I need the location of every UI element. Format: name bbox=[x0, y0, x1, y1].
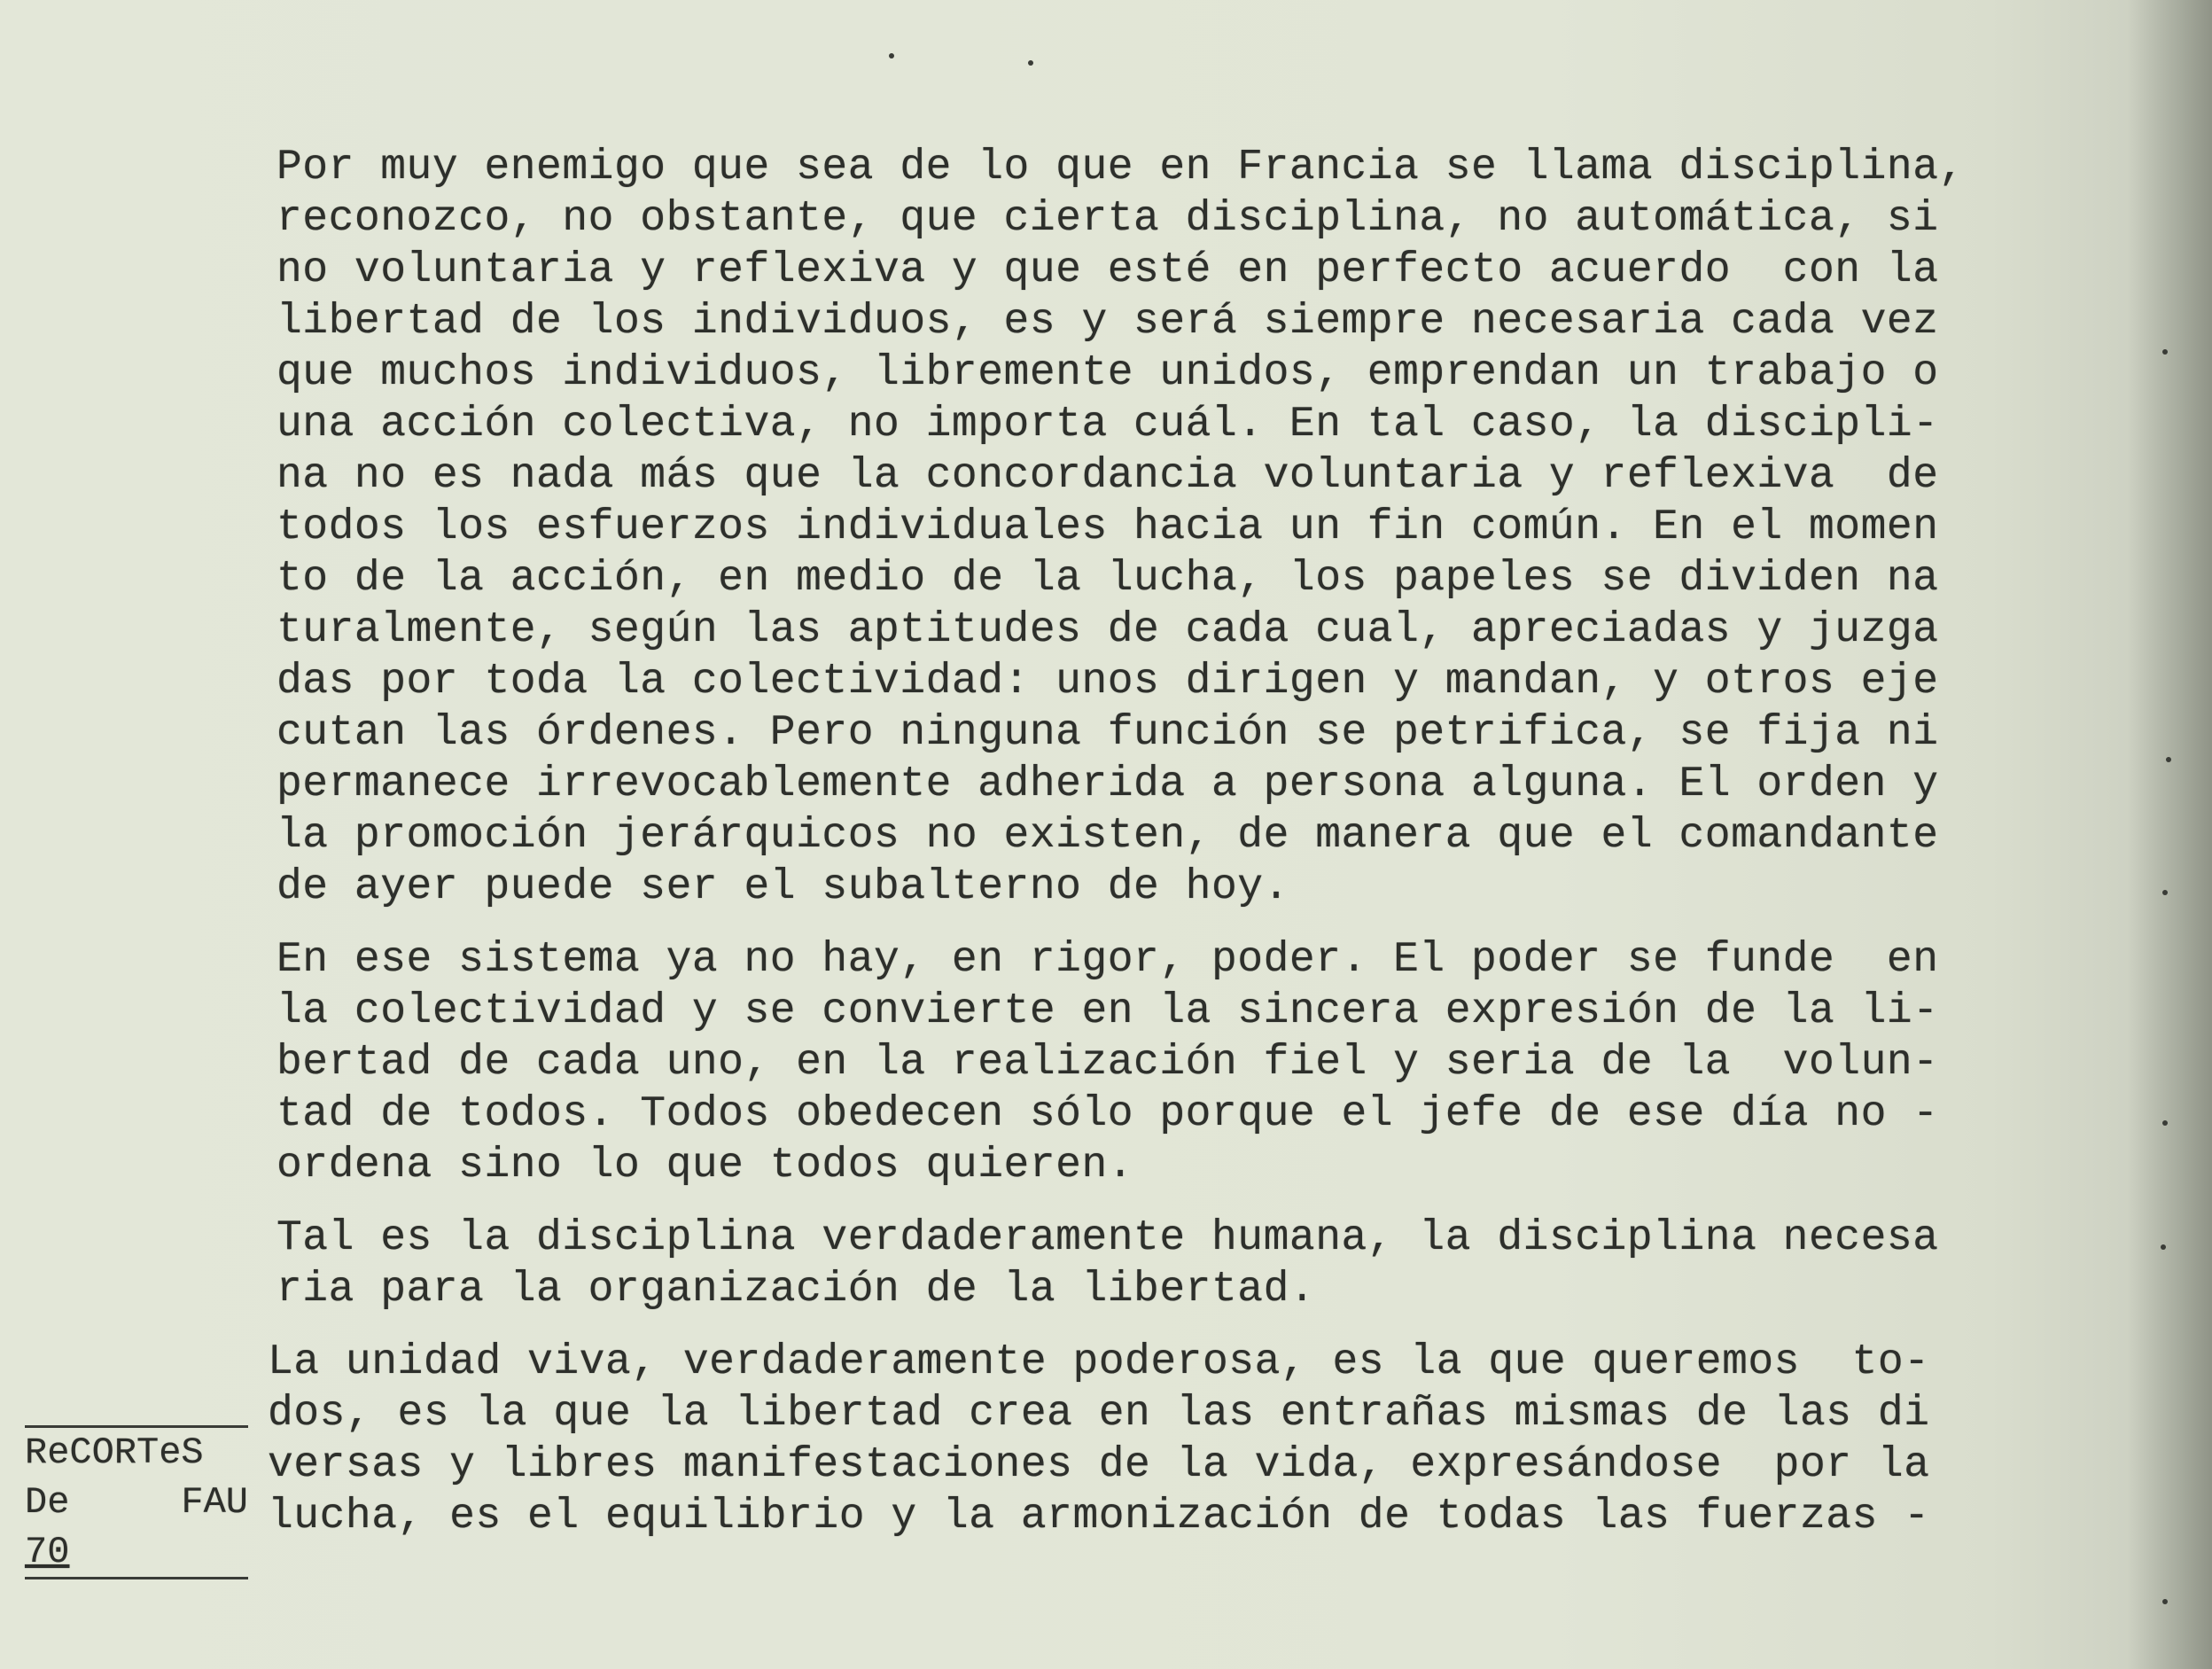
ink-speck bbox=[2162, 349, 2168, 355]
text-line: ria para la organización de la libertad. bbox=[276, 1266, 1316, 1314]
text-line: todos los esfuerzos individuales hacia un fin común. En el momen bbox=[276, 503, 1939, 551]
text-line: La unidad viva, verdaderamente poderosa, es la que queremos to- bbox=[268, 1338, 1930, 1386]
series-de: De bbox=[25, 1481, 70, 1524]
text-line: permanece irrevocablemente adherida a persona alguna. El orden y bbox=[276, 760, 1939, 808]
typescript-body bbox=[268, 142, 2067, 1542]
page-edge-shadow bbox=[2127, 0, 2212, 1669]
series-org bbox=[25, 1478, 248, 1527]
ink-speck bbox=[2162, 1120, 2168, 1126]
text-line: lucha, es el equilibrio y la armonización de todas las fuerzas - bbox=[268, 1493, 1930, 1540]
text-line: la promoción jerárquicos no existen, de manera que el comandante bbox=[276, 812, 1939, 860]
text-line: Por muy enemigo que sea de lo que en Francia se llama disciplina, bbox=[276, 144, 1965, 191]
text-line: bertad de cada uno, en la realización fiel y seria de la volun- bbox=[276, 1039, 1939, 1087]
text-line: En ese sistema ya no hay, en rigor, poder. El poder se funde en bbox=[276, 936, 1939, 984]
series-name: ReCORTeS bbox=[25, 1431, 204, 1474]
text-line: das por toda la colectividad: unos dirigen y mandan, y otros eje bbox=[276, 658, 1939, 706]
page-number: 70 bbox=[25, 1531, 70, 1573]
text-line: to de la acción, en medio de la lucha, los papeles se dividen na bbox=[276, 555, 1939, 603]
text-line: Tal es la disciplina verdaderamente humana, la disciplina necesa bbox=[276, 1214, 1939, 1262]
text-line: la colectividad y se convierte en la sincera expresión de la li- bbox=[276, 987, 1939, 1035]
text-line: una acción colectiva, no importa cuál. En tal caso, la discipli- bbox=[276, 401, 1939, 448]
text-line: que muchos individuos, libremente unidos, emprendan un trabajo o bbox=[276, 349, 1939, 397]
ink-speck bbox=[2162, 890, 2168, 895]
ink-speck bbox=[2166, 757, 2171, 762]
paragraph-4 bbox=[268, 1337, 2067, 1542]
text-line: versas y libres manifestaciones de la vida, expresándose por la bbox=[268, 1441, 1930, 1489]
ink-speck bbox=[2162, 1599, 2168, 1604]
text-line: tad de todos. Todos obedecen sólo porque el jefe de ese día no - bbox=[276, 1090, 1939, 1138]
series-fau: FAU bbox=[181, 1481, 248, 1524]
text-line: reconozco, no obstante, que cierta disciplina, no automática, si bbox=[276, 195, 1939, 243]
paragraph-1 bbox=[276, 142, 2067, 913]
text-line: ordena sino lo que todos quieren. bbox=[276, 1142, 1134, 1189]
ink-speck bbox=[1028, 60, 1033, 66]
text-line: turalmente, según las aptitudes de cada cual, apreciadas y juzga bbox=[276, 606, 1939, 654]
ink-speck bbox=[889, 53, 894, 58]
text-line: dos, es la que la libertad crea en las entrañas mismas de las di bbox=[268, 1390, 1930, 1438]
recortes-margin-label bbox=[25, 1425, 248, 1579]
text-line: cutan las órdenes. Pero ninguna función se petrifica, se fija ni bbox=[276, 709, 1939, 757]
text-line: no voluntaria y reflexiva y que esté en perfecto acuerdo con la bbox=[276, 246, 1939, 294]
ink-speck bbox=[2161, 1244, 2166, 1250]
text-line: libertad de los individuos, es y será siempre necesaria cada vez bbox=[276, 298, 1939, 346]
bottom-rule bbox=[25, 1577, 248, 1579]
paragraph-2 bbox=[276, 934, 2067, 1191]
text-line: de ayer puede ser el subalterno de hoy. bbox=[276, 863, 1289, 911]
paragraph-3 bbox=[276, 1213, 2067, 1315]
text-line: na no es nada más que la concordancia voluntaria y reflexiva de bbox=[276, 452, 1939, 500]
